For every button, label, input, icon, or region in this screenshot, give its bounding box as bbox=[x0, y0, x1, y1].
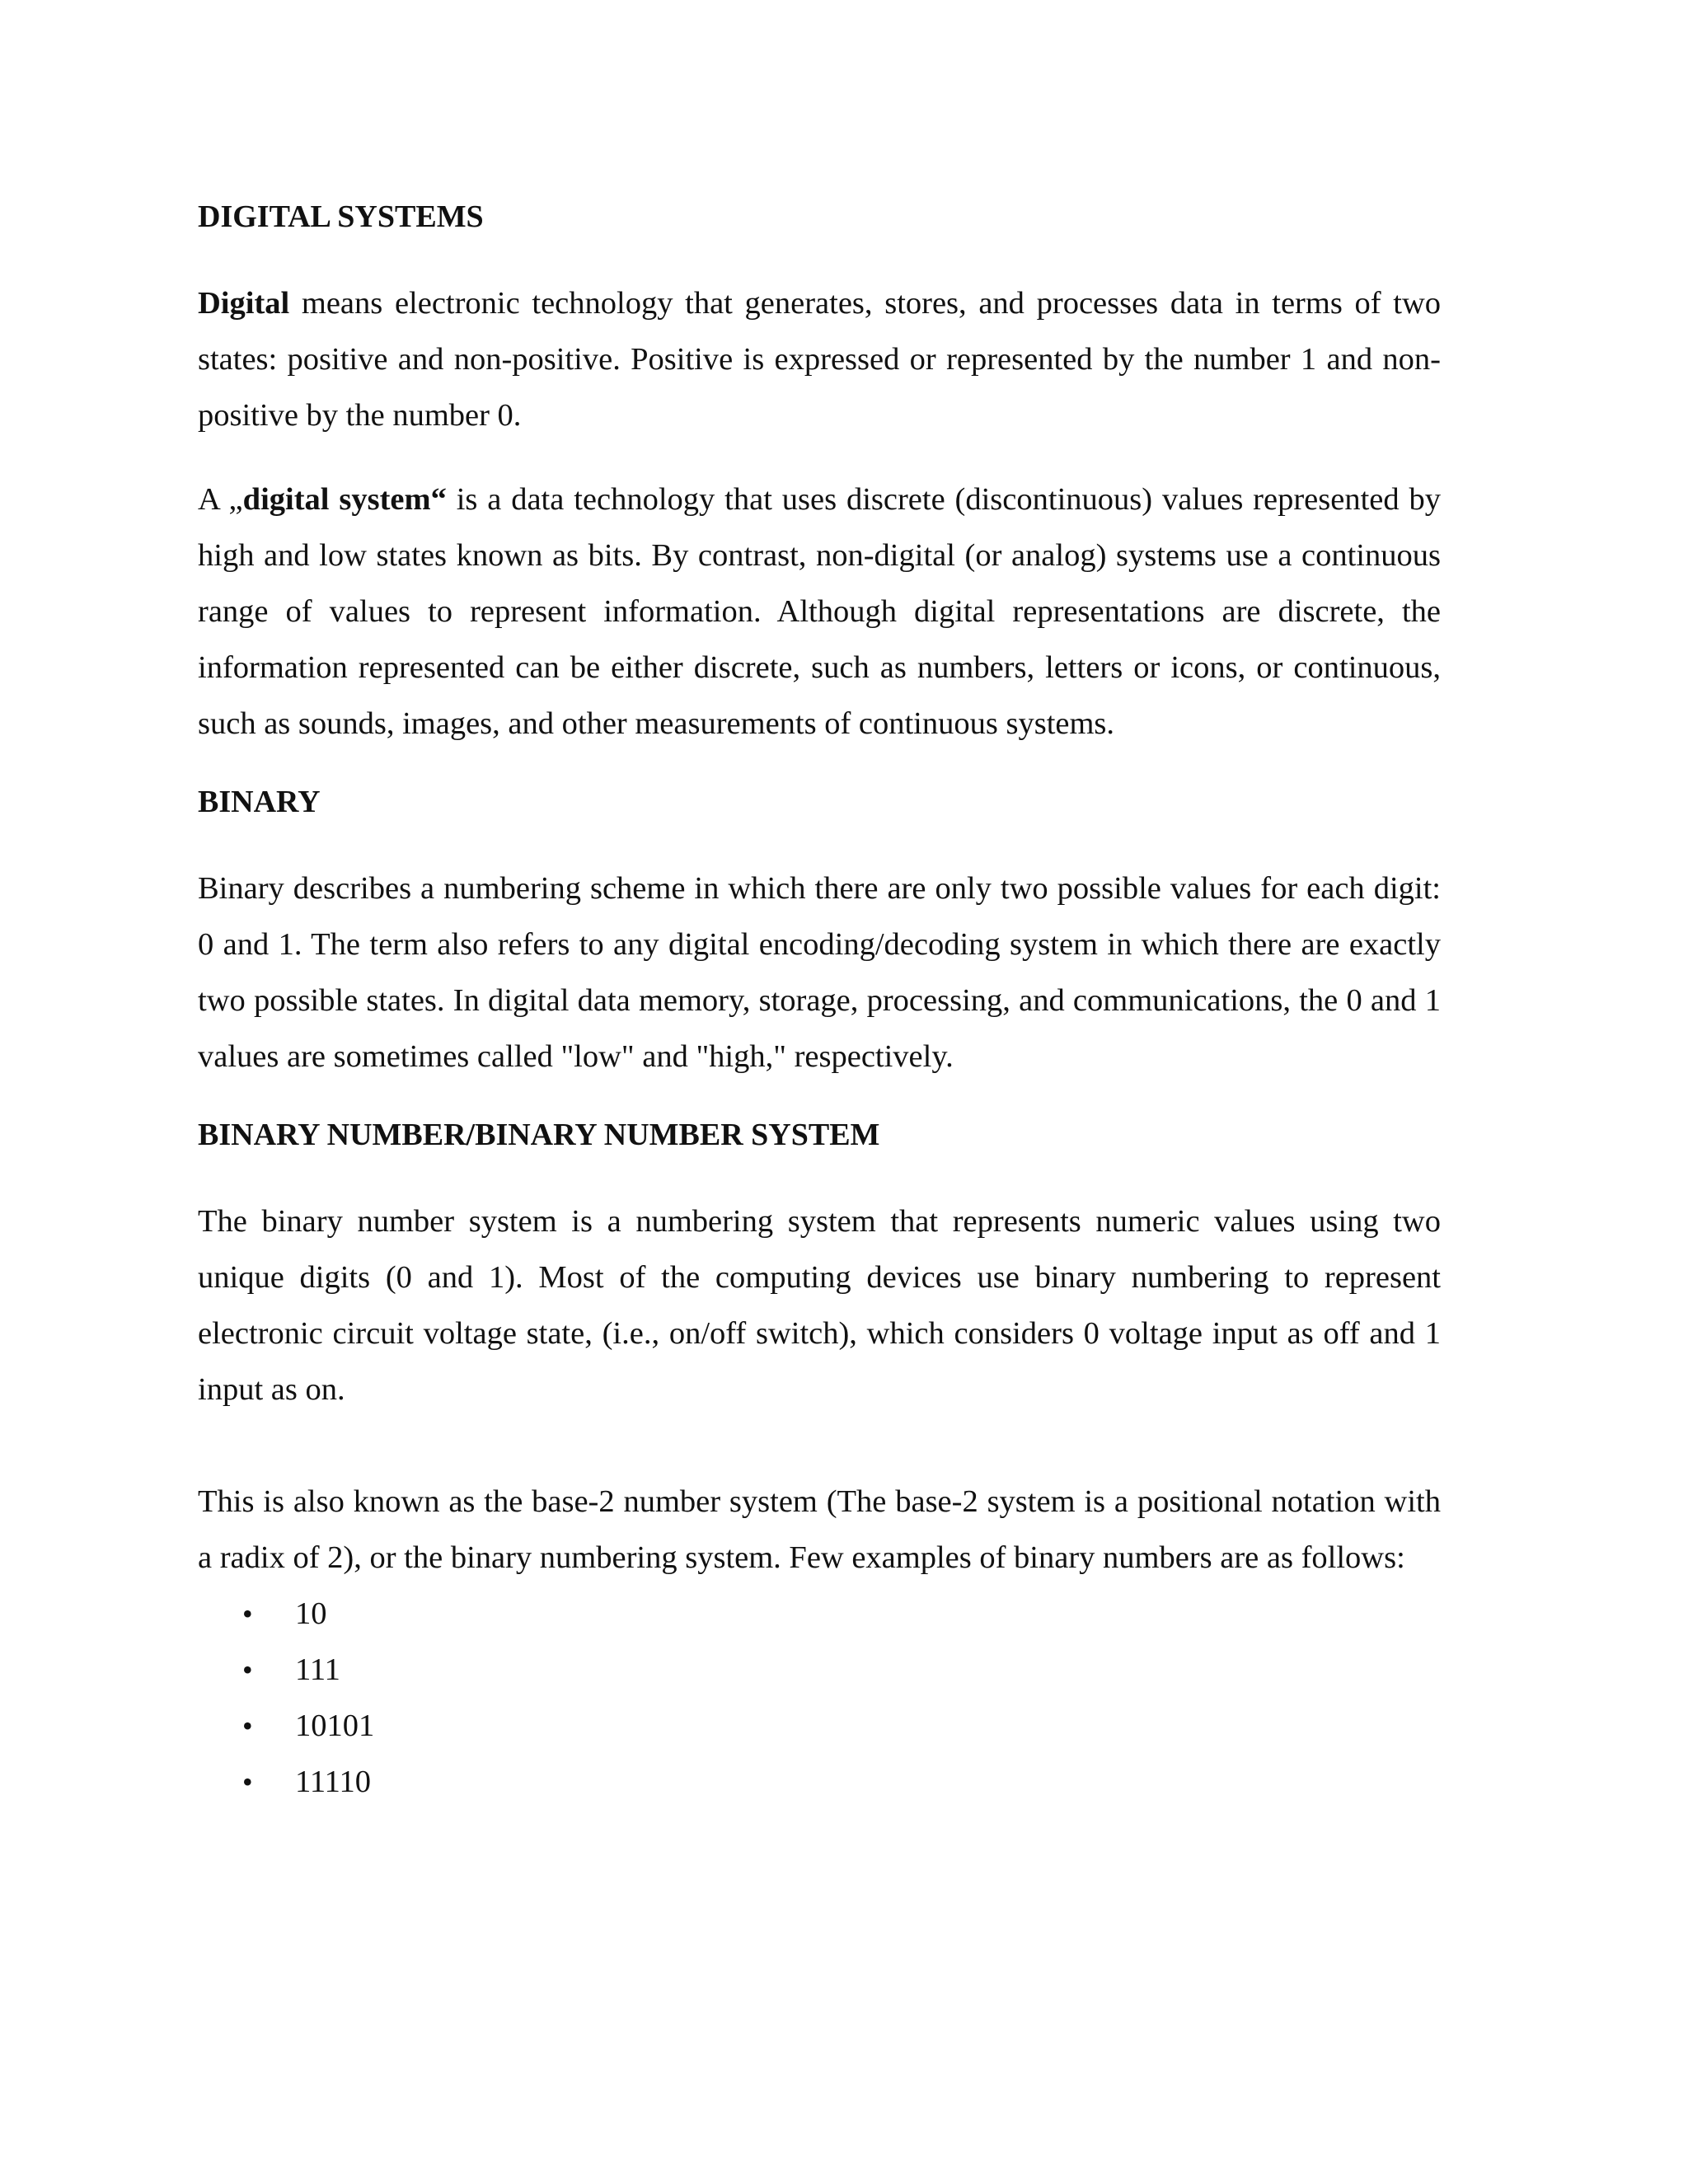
list-item-text: 10 bbox=[295, 1596, 327, 1631]
list-item bbox=[198, 1586, 1441, 1642]
list-item bbox=[198, 1754, 1441, 1810]
list-item-text: 111 bbox=[295, 1652, 340, 1687]
document-content bbox=[198, 193, 1441, 1810]
heading-binary-number-system: BINARY NUMBER/BINARY NUMBER SYSTEM bbox=[198, 1118, 880, 1152]
bullet-icon: • bbox=[242, 1765, 253, 1798]
paragraph-binary: Binary describes a numbering scheme in which there are only two possible values for each digit: 0 and 1. The term also refers to any digital encoding/decoding system in which there are exactly two possible states. In digital data memory, storage, processing, and communications, the 0 and 1 values are sometimes called "low" and "high," respectively. bbox=[198, 871, 1441, 1074]
heading-digital-systems: DIGITAL SYSTEMS bbox=[198, 199, 484, 234]
bold-term-digital: Digital bbox=[198, 286, 290, 321]
paragraph-base-2: This is also known as the base-2 number system (The base-2 system is a positional notation with a radix of 2), or the binary numbering system. Few examples of binary numbers are as follows: bbox=[198, 1484, 1441, 1575]
heading-binary: BINARY bbox=[198, 785, 321, 819]
paragraph-text: is a data technology that uses discrete (discontinuous) values represented by high and low states known as bits. By contrast, non-digital (or analog) systems use a continuous range of values to represent information. Although digital representations are discrete, the information represented can be either discrete, such as numbers, letters or icons, or continuous, such as sounds, images, and other measurements of continuous systems. bbox=[198, 482, 1441, 741]
list-item bbox=[198, 1642, 1441, 1698]
list-item-text: 10101 bbox=[295, 1708, 375, 1743]
list-item bbox=[198, 1698, 1441, 1754]
bullet-icon: • bbox=[242, 1653, 253, 1686]
paragraph-digital-definition bbox=[198, 275, 1441, 443]
bullet-icon: • bbox=[242, 1709, 253, 1742]
paragraph-digital-system bbox=[198, 471, 1441, 752]
bold-term-digital-system: digital system bbox=[242, 482, 431, 517]
bullet-icon: • bbox=[242, 1597, 253, 1630]
quote-open: A „ bbox=[198, 482, 243, 517]
binary-examples-list bbox=[198, 1586, 1441, 1810]
list-item-text: 11110 bbox=[295, 1765, 371, 1799]
quote-close: “ bbox=[430, 482, 447, 517]
paragraph-binary-number-system: The binary number system is a numbering system that represents numeric values using two unique digits (0 and 1). Most of the computing devices use binary numbering to represent electronic circuit voltage state, (i.e., on/off switch), which considers 0 voltage input as off and 1 input as on. bbox=[198, 1204, 1441, 1407]
paragraph-text: means electronic technology that generates, stores, and processes data in terms of two states: positive and non-positive. Positive is expressed or represented by the number 1 and non-positive by the number 0. bbox=[198, 286, 1441, 433]
